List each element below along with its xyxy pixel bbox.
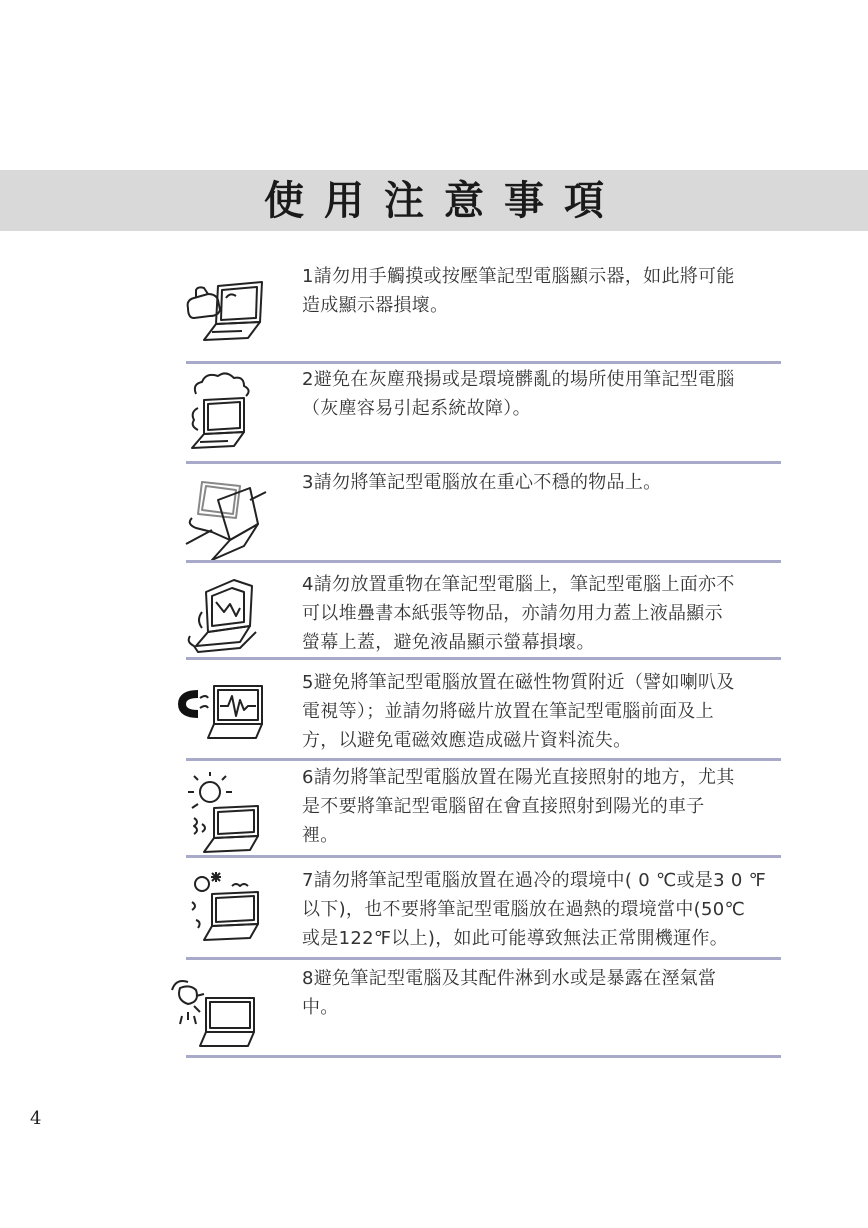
unstable-surface-icon	[178, 470, 274, 566]
separator	[186, 957, 781, 960]
water-icon	[166, 968, 262, 1064]
item-6-text: 6請勿將筆記型電腦放置在陽光直接照射的地方，尤其 是不要將筆記型電腦留在會直接照射到陽光的車子 裡。	[302, 767, 735, 846]
separator	[186, 1055, 781, 1058]
item-2-text: 2避免在灰塵飛揚或是環境髒亂的場所使用筆記型電腦 （灰塵容易引起系統故障）。	[302, 369, 735, 419]
item-1-text: 1請勿用手觸摸或按壓筆記型電腦顯示器，如此將可能 造成顯示器損壞。	[302, 266, 735, 316]
touch-screen-icon	[178, 264, 274, 360]
heavy-object-icon	[178, 568, 274, 664]
item-8-text: 8避免筆記型電腦及其配件淋到水或是暴露在溼氣當 中。	[302, 968, 717, 1018]
separator	[186, 461, 781, 464]
separator	[186, 758, 781, 761]
magnet-icon	[178, 664, 274, 760]
item-7-text: 7請勿將筆記型電腦放置在過冷的環境中( 0 ℃或是3 0 ℉ 以下)，也不要將筆記型電腦放在過熱的環境當中(50℃ 或是122℉以上)，如此可能導致無法正常開機運作。	[302, 870, 767, 949]
dust-icon	[178, 362, 274, 458]
item-5-text: 5避免將筆記型電腦放置在磁性物質附近（譬如喇叭及 電視等）；並請勿將磁片放置在筆記型電腦前面及上 方，以避免電磁效應造成磁片資料流失。	[302, 672, 735, 751]
page-title: 使用注意事項	[264, 177, 624, 224]
title-bar	[0, 170, 868, 231]
separator	[186, 361, 781, 364]
temperature-icon	[178, 862, 274, 958]
separator	[186, 657, 781, 660]
item-3-text: 3請勿將筆記型電腦放在重心不穩的物品上。	[302, 472, 662, 493]
page-number: 4	[30, 1108, 42, 1129]
separator	[186, 560, 781, 563]
separator	[186, 855, 781, 858]
item-4-text: 4請勿放置重物在筆記型電腦上，筆記型電腦上面亦不 可以堆疊書本紙張等物品，亦請勿用力蓋上液晶顯示 螢幕上蓋，避免液晶顯示螢幕損壞。	[302, 574, 735, 653]
sunlight-icon	[178, 768, 274, 864]
